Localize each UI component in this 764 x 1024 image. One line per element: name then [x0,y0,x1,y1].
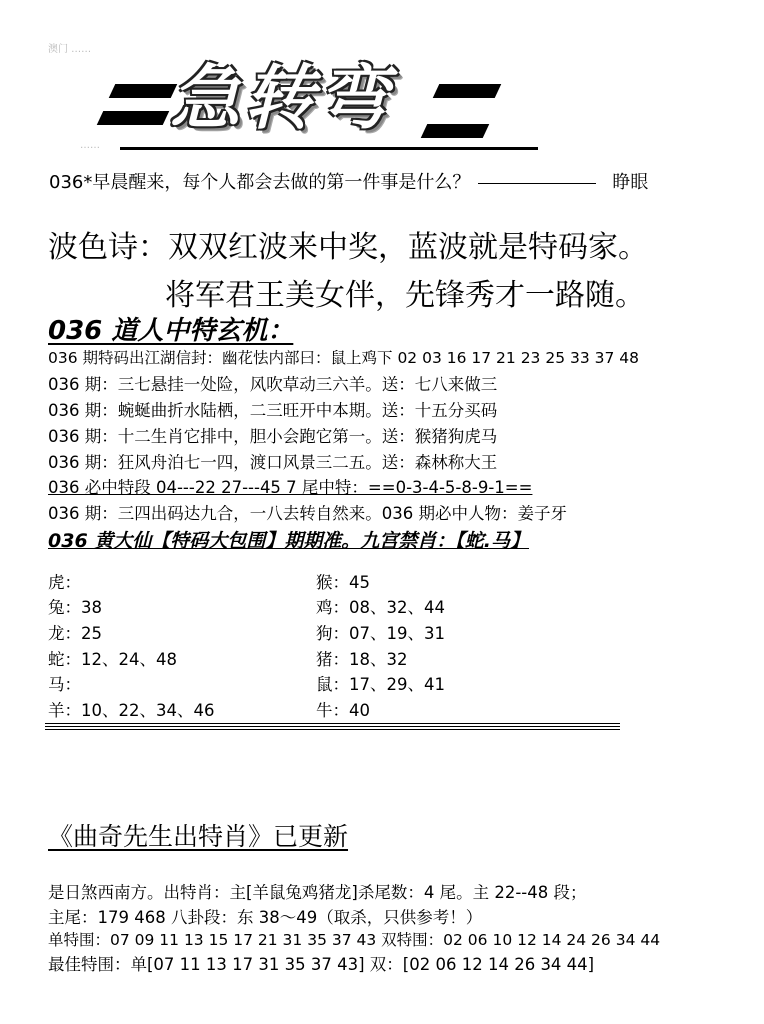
section1-line: 036 期：三四出码达九合，一八去转自然来。036 期必中人物：姜子牙 [48,504,567,523]
left-stripe-bottom [97,111,170,125]
zodiac-right-item: 猪：18、32 [316,650,408,669]
riddle-answer: 睁眼 [612,172,649,193]
right-stripe-top [433,84,502,98]
page-title: 急转弯 [170,56,392,139]
faint-sub-text: …… [80,140,100,151]
faint-top-text: 澳门 …… [48,44,92,55]
header-divider [120,147,538,150]
right-stripe-bottom [421,124,490,138]
poem-line-1: 波色诗：双双红波来中奖，蓝波就是特码家。 [48,230,648,265]
zodiac-right-item: 鼠：17、29、41 [316,675,445,694]
section3-line: 单特围：07 09 11 13 15 17 21 31 35 37 43 双特围：02 06 10 12 14 24 26 34 44 [48,931,661,949]
poem-line-2: 将军君王美女伴，先锋秀才一路随。 [165,278,645,313]
zodiac-left-item: 马： [48,675,81,694]
riddle-question [49,168,648,194]
section1-line: 036 期：蜿蜒曲折水陆栖，二三旺开中本期。送：十五分买码 [48,401,498,420]
section1-line: 036 必中特段 04---22 27---45 7 尾中特：==0-3-4-5-8-9-1== [48,478,533,497]
double-rule-divider [45,723,620,730]
zodiac-left-item: 兔：38 [48,598,102,617]
section1-title: 036 道人中特玄机： [48,316,294,346]
zodiac-right-item: 猴：45 [316,573,370,592]
zodiac-left-item: 蛇：12、24、48 [48,650,177,669]
zodiac-right-item: 鸡：08、32、44 [316,598,445,617]
section1-line: 036 期特码出江湖信封：幽花怯内部曰：鼠上鸡下 02 03 16 17 21 23 25 33 37 48 [48,349,640,367]
section2-title: 036 黄大仙【特码大包围】期期准。九宫禁肖：【蛇.马】 [48,530,529,552]
zodiac-left-item: 龙：25 [48,624,102,643]
section3-line: 主尾：179 468 八卦段：东 38～49（取杀，只供参考！） [48,908,483,927]
zodiac-left-item: 羊：10、22、34、46 [48,701,215,720]
answer-dash [478,183,596,184]
section1-line: 036 期：十二生肖它排中，胆小会跑它第一。送：猴猪狗虎马 [48,427,498,446]
zodiac-right-item: 狗：07、19、31 [316,624,445,643]
zodiac-right-item: 牛：40 [316,701,370,720]
section1-line: 036 期：三七悬挂一处险，风吹草动三六羊。送：七八来做三 [48,375,498,394]
section3-line: 是日煞西南方。出特肖：主[羊鼠兔鸡猪龙]杀尾数：4 尾。主 22--48 段； [48,883,587,902]
zodiac-left-item: 虎： [48,573,81,592]
riddle-text: 036*早晨醒来，每个人都会去做的第一件事是什么？ [49,172,471,193]
section3-line: 最佳特围：单[07 11 13 17 31 35 37 43] 双：[02 06 12 14 26 34 44] [48,955,595,974]
section3-title: 《曲奇先生出特肖》已更新 [48,822,349,851]
left-stripe-top [109,84,178,98]
section1-line: 036 期：狂风舟泊七一四，渡口风景三二五。送：森林称大王 [48,453,498,472]
